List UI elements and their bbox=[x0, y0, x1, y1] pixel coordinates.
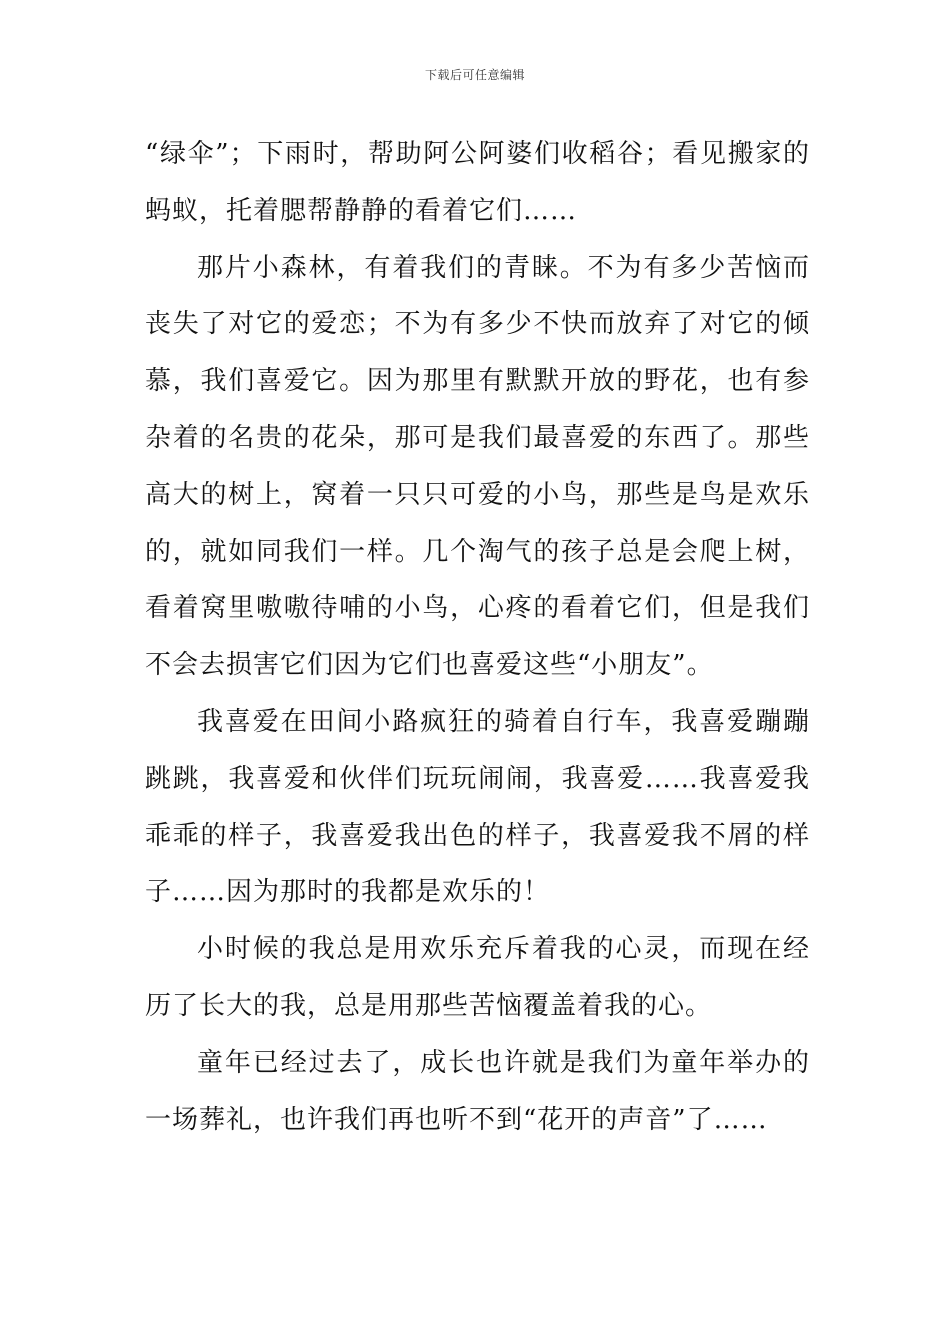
paragraph-1: “绿伞”；下雨时，帮助阿公阿婆们收稻谷；看见搬家的蚂蚁，托着腮帮静静的看着它们…… bbox=[145, 139, 810, 226]
paragraph-5: 童年已经过去了，成长也许就是我们为童年举办的一场葬礼，也许我们再也听不到“花开的声音”了…… bbox=[145, 1047, 810, 1135]
document-body bbox=[145, 126, 810, 1148]
paragraph-2: 那片小森林，有着我们的青睐。不为有多少苦恼而丧失了对它的爱恋；不为有多少不快而放弃了对它的倾慕，我们喜爱它。因为那里有默默开放的野花，也有参杂着的名贵的花朵，那可是我们最喜爱的东西了。那些高大的树上，窝着一只只可爱的小鸟，那些是鸟是欢乐的，就如同我们一样。几个淘气的孩子总是会爬上树，看着窝里嗷嗷待哺的小鸟，心疼的看着它们，但是我们不会去损害它们因为它们也喜爱这些“小朋友”。 bbox=[145, 252, 810, 681]
paragraph-4: 小时候的我总是用欢乐充斥着我的心灵，而现在经历了长大的我，总是用那些苦恼覆盖着我的心。 bbox=[145, 934, 810, 1021]
paragraph-3: 我喜爱在田间小路疯狂的骑着自行车，我喜爱蹦蹦跳跳，我喜爱和伙伴们玩玩闹闹，我喜爱……我喜爱我乖乖的样子，我喜爱我出色的样子，我喜爱我不屑的样子……因为那时的我都是欢乐的！ bbox=[145, 706, 810, 908]
page-header: 下载后可任意编辑 bbox=[424, 68, 525, 82]
